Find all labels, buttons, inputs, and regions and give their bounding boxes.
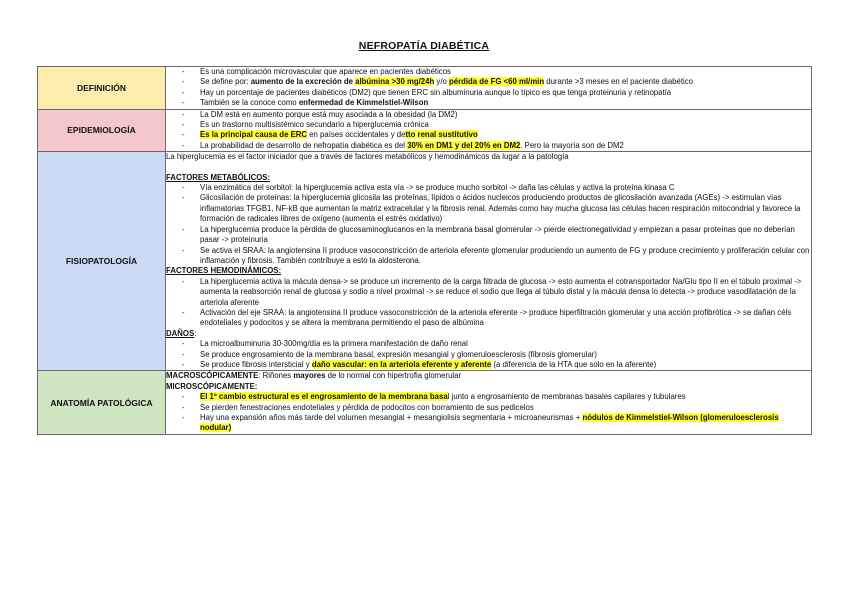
bullet [166, 225, 811, 246]
text: También se la conoce como [200, 98, 299, 108]
heading-micro: MICROSCÓPICAMENTE: [166, 381, 258, 391]
label-fisiopatologia: FISIOPATOLOGÍA [38, 152, 166, 371]
text: Glicosilación de proteínas: la hiperglucemia glicosila las proteínas, lípidos o ácidos nucleicos produciendo productos de glicosilación avanzada (AGEs) -> estimulan vías inflamatorias TFGB1, NF-kB que aumentan la matriz extracelular y la fibrosis renal. Además como hay mucha glucosa las células hacen respiración mitocondrial y favorece la formación de radicales libres de oxígeno (aumenta el estrés oxidativo) [200, 193, 801, 224]
text: de lo normal con hipertrofia glomerular [325, 371, 462, 381]
row-epidemiologia [38, 109, 812, 152]
text: : [194, 328, 197, 338]
text: Se produce engrosamiento de la membrana basal, expresión mesangial y glomeruloesclerosis (fibrosis glomerular) [200, 349, 597, 359]
highlight-albumina: albúmina >30 mg/24h [355, 77, 435, 87]
intro-text: La hiperglucemia es el factor iniciador que a través de factores metabólicos y hemodinámicos da lugar a la patología [166, 152, 569, 162]
content-epidemiologia [166, 109, 812, 152]
bullet [166, 130, 811, 140]
text: Se pierden fenestraciones endoteliales y pérdida de podocitos con borramiento de sus pedicelos [200, 402, 534, 412]
text: Hay un porcentaje de pacientes diabéticos (DM2) que tienen ERC sin albuminuria aunque lo típico es que tenga proteinuria y retinopatía [200, 87, 672, 97]
highlight-kimmelstiel: nódulos de Kimmelstiel-Wilson (glomeruloesclerosis nodular) [200, 413, 779, 433]
document-title: NEFROPATÍA DIABÉTICA [358, 40, 490, 52]
text: Hay una expansión años más tarde del volumen mesangial + mesangiolisis segmentaria + microaneurismas + [200, 413, 583, 422]
text: Es una complicación microvascular que aparece en pacientes diabéticos [200, 67, 451, 76]
content-definicion [166, 67, 812, 110]
highlight-causa-erc: Es la principal causa de ERC [200, 130, 308, 140]
bullet [166, 141, 811, 151]
content-anatomia [166, 371, 812, 434]
bullet [166, 360, 811, 370]
text: La microalbuminuria 30-300mg/día es la primera manifestación de daño renal [200, 339, 468, 349]
label-epidemiologia: EPIDEMIOLOGÍA [38, 109, 166, 152]
row-definicion [38, 67, 812, 110]
text: La hiperglucemia activa la mácula densa-> se produce un incremento de la carga filtrada de glucosa -> esto aumenta el cotransportador Na/Glu tipo II en el túbulo proximal -> aumenta la reabsorción renal de glucosa y sodio a nivel proximal -> se reduce el sodio que llega al túbulo distal y la mácula densa lo detecta -> produce vasodilatación de la arteriola aferente [200, 276, 802, 307]
text: La probabilidad de desarrollo de nefropatía diabética es del [200, 140, 408, 150]
summary-table [37, 66, 812, 435]
highlight-porcentaje: 30% en DM1 y del 20% en DM2 [407, 140, 521, 150]
row-fisiopatologia [38, 152, 812, 371]
row-anatomia [38, 371, 812, 434]
text: La hiperglucemia produce la pérdida de glucosaminoglucanos en la membrana basal glomerular -> pierde electronegatividad y empiezan a pasar proteínas que no deberían pasar -> proteinuria [200, 224, 795, 245]
text-bold: aumento de la excreción de [250, 77, 356, 87]
text-bold: mayores [293, 371, 326, 381]
bullet [166, 193, 811, 224]
bullet [166, 246, 811, 267]
bullet [166, 308, 811, 329]
highlight-dano-vascular: daño vascular: en la arteriola eferente y aferente [311, 359, 492, 369]
bullet [166, 110, 811, 120]
bullet [166, 413, 811, 434]
bullet [166, 339, 811, 349]
text: durante >3 meses en el paciente diabético [544, 77, 693, 87]
text-bold: enfermedad de Kimmelstiel-Wilson [298, 98, 429, 108]
heading-hemodinamicos: FACTORES HEMODINÁMICOS: [166, 266, 282, 276]
text: Se activa el SRAA: la angiotensina II produce vasoconstricción de arteriola eferente glomerular produciendo un aumento de FG y produce crecimiento y proliferación celular con inflamación y fibrosis. También contribuye a esto la aldosterona. [200, 245, 810, 265]
text: Activación del eje SRAA: la angiotensina II produce vasoconstricción de la arteriola eferente -> produce hiperfiltración glomerular y una acción profibrótica -> se dañan céls endoteliales y podocitos y se altera la membrana permitiendo el paso de albúmina [200, 307, 792, 328]
content-fisiopatologia [166, 152, 812, 371]
bullet [166, 183, 811, 193]
highlight-tto: tto renal sustitutivo [405, 130, 478, 140]
text: (a diferencia de la HTA que solo en la aferente) [491, 359, 657, 369]
text: Se produce fibrosis intersticial y [200, 359, 312, 369]
spacer [166, 163, 811, 173]
bullet [166, 88, 811, 98]
bullet [166, 350, 811, 360]
text: en países occidentales y de [307, 130, 406, 140]
bullet [166, 403, 811, 413]
text: . Pero la mayoría son de DM2 [520, 140, 624, 150]
bullet [166, 120, 811, 130]
bullet [166, 98, 811, 108]
text: l junto a engrosamiento de membranas basales capilares y tubulares [447, 392, 686, 402]
text: Vía enzimática del sorbitol: la hiperglucemia activa esta vía -> se produce mucho sorbitol -> daña las células y activa la proteína kinasa C [200, 183, 675, 193]
text: Se define por: [200, 77, 251, 87]
heading-danos: DAÑOS [166, 328, 195, 338]
bullet [166, 277, 811, 308]
bullet [166, 67, 811, 77]
highlight-primer-cambio: El 1º cambio estructural es el engrosamiento de la membrana basa [200, 392, 448, 402]
text: Es un trastorno multisistémico secundario a hiperglucemia crónica [200, 120, 429, 130]
bullet [166, 77, 811, 87]
heading-danos-line [166, 329, 811, 339]
text: : Riñones [258, 371, 294, 381]
bullet [166, 392, 811, 402]
label-anatomia: ANATOMÍA PATOLÓGICA [38, 371, 166, 434]
text: y/o [434, 77, 449, 87]
macro-line [166, 371, 811, 381]
heading-macro: MACROSCÓPICAMENTE [166, 371, 259, 381]
highlight-fg: pérdida de FG <60 ml/min [448, 77, 545, 87]
text: La DM está en aumento porque está muy asociada a la obesidad (la DM2) [200, 109, 458, 119]
heading-metabolicos: FACTORES METABÓLICOS: [166, 172, 271, 182]
label-definicion: DEFINICIÓN [38, 67, 166, 110]
